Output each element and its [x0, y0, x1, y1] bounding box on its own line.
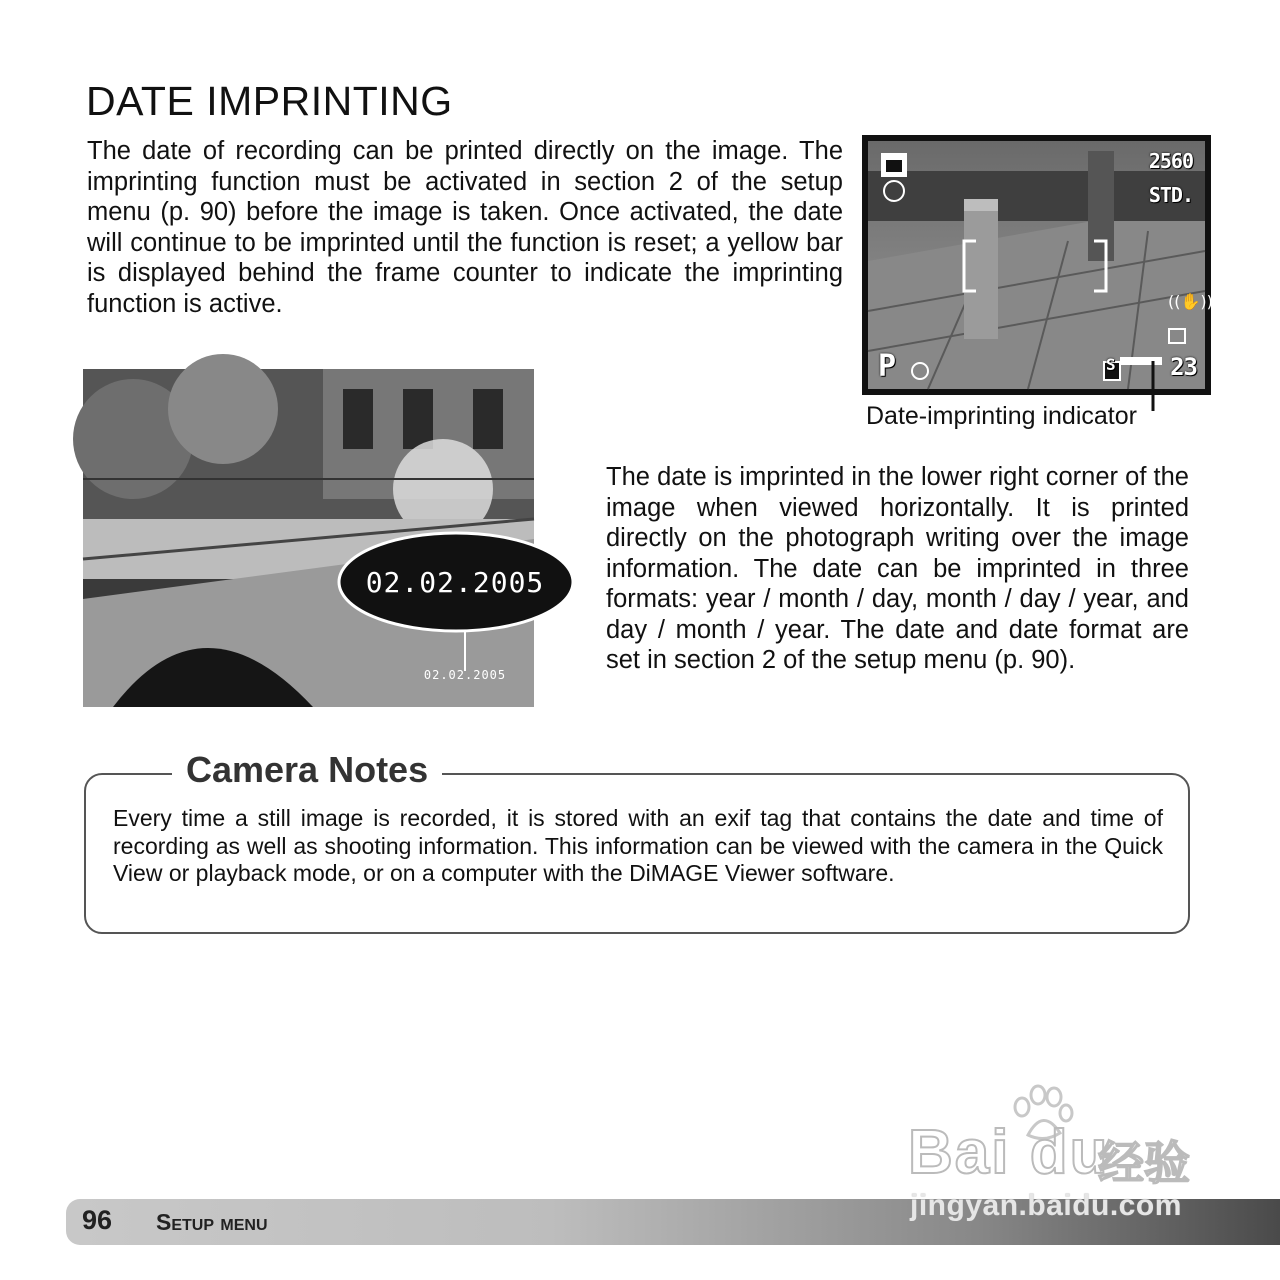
watermark-brand: Bai du [908, 1118, 1110, 1187]
drive-mode-display: S [1106, 355, 1116, 374]
indicator-leader-line [1148, 361, 1158, 411]
date-imprinting-indicator-label: Date-imprinting indicator [866, 402, 1137, 430]
intro-paragraph: The date of recording can be printed directly on the image. The imprinting function must be activated in section 2 of the setup menu (p. 90) before the image is taken. Once activated, the date will continue to be imprinted until the function is reset; a yellow bar is displayed behind the frame counter to indicate the imprinting function is active. [87, 137, 843, 318]
lcd-scene-image [868, 141, 1213, 389]
image-quality-display: STD. [1148, 183, 1193, 207]
page-number: 96 [82, 1205, 113, 1235]
watermark-url: jingyan.baidu.com [910, 1189, 1182, 1222]
zoomed-date-imprint: 02.02.2005 [365, 566, 545, 599]
frame-counter-display: 23 [1170, 353, 1197, 381]
camera-notes-text: Every time a still image is recorded, it is stored with an exif tag that contains the date and time of recording as well as shooting information. This information can be viewed with the camera in the Quick View or playback mode, or on a computer with the DiMAGE Viewer software. [113, 805, 1163, 886]
date-imprint: 02.02.2005 [423, 668, 507, 682]
zoom-leader-line [463, 631, 467, 671]
svg-text:((✋)): ((✋)) [1168, 292, 1213, 311]
date-format-paragraph: The date is imprinted in the lower right corner of the image when viewed horizontally. It is printed directly on the photograph writing over the image information. The date can be imprinted in three formats: year / month / day, month / day / year, and day / month / year. The date and date format are set in section 2 of the setup menu (p. 90). [606, 463, 1189, 674]
watermark-brand-cn: 经验 [1098, 1137, 1190, 1189]
page-title: DATE IMPRINTING [86, 78, 453, 124]
section-name: Setup menu [156, 1209, 268, 1235]
camera-notes-title: Camera Notes [172, 748, 442, 792]
image-size-display: 2560 [1148, 149, 1193, 173]
exposure-mode-display: P [878, 349, 897, 384]
baidu-watermark [908, 1085, 1208, 1225]
lcd-monitor-figure [862, 135, 1211, 395]
